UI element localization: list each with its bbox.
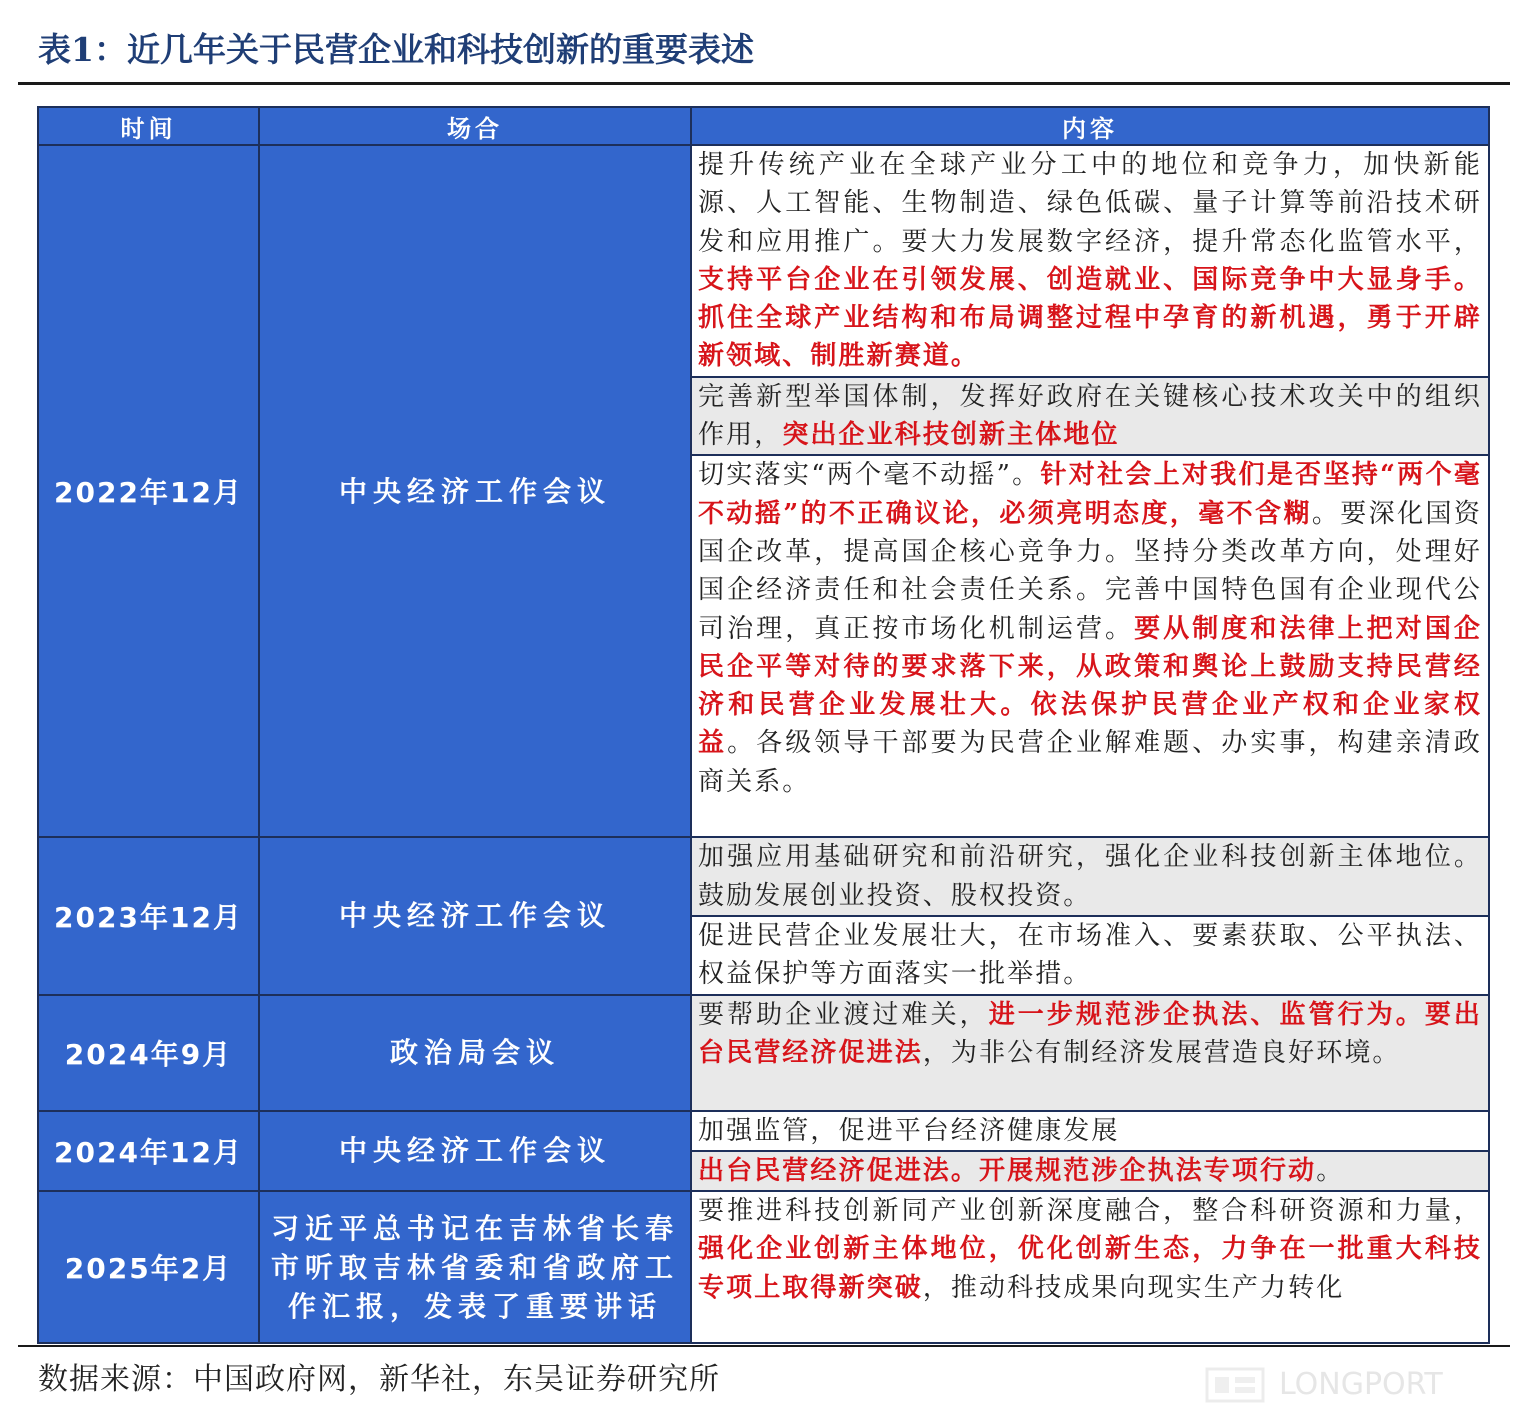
content-cell bbox=[691, 1191, 1489, 1343]
time-cell: 2022年12月 bbox=[38, 145, 259, 837]
table-row bbox=[38, 995, 1489, 1111]
content-text: 提升传统产业在全球产业分工中的地位和竞争力，加快新能源、人工智能、生物制造、绿色低碳、量子计算等前沿技术研发和应用推广。要大力发展数字经济，提升常态化监管水平， bbox=[698, 150, 1482, 257]
content-cell bbox=[691, 916, 1489, 995]
table-title: 表1：近几年关于民营企业和科技创新的重要表述 bbox=[38, 30, 754, 69]
content-text: 要帮助企业渡过难关， bbox=[698, 999, 989, 1030]
time-cell: 2024年9月 bbox=[38, 995, 259, 1111]
table-row bbox=[38, 1191, 1489, 1343]
content-text: ，为非公有制经济发展营造良好环境。 bbox=[922, 1037, 1401, 1068]
content-cell bbox=[691, 1151, 1489, 1191]
watermark-text: LONGPORT bbox=[1279, 1367, 1443, 1402]
content-text: ，推动科技成果向现实生产力转化 bbox=[922, 1272, 1345, 1303]
content-cell bbox=[691, 377, 1489, 456]
statements-table bbox=[37, 106, 1490, 1344]
content-text: 。 bbox=[1316, 1155, 1345, 1186]
highlighted-text: 要从制度和法律上把对国企民企平等对待的要求落下来，从政策和舆论上鼓励支持民营经济和民营企业发展壮大。依法保护民营企业产权和企业家权益 bbox=[698, 613, 1482, 759]
content-text: 完善新型举国体制，发挥好政府在关键核心技术攻关中的组织作用， bbox=[698, 381, 1482, 451]
highlighted-text: 突出企业科技创新主体地位 bbox=[782, 420, 1120, 451]
table-row bbox=[38, 1111, 1489, 1151]
content-cell bbox=[691, 455, 1489, 837]
content-text: 切实落实“两个毫不动摇”。 bbox=[698, 460, 1041, 491]
highlighted-text: 出台民营经济促进法。开展规范涉企执法专项行动 bbox=[698, 1155, 1317, 1186]
time-cell: 2025年2月 bbox=[38, 1191, 259, 1343]
header-time: 时间 bbox=[38, 107, 259, 145]
content-cell bbox=[691, 145, 1489, 377]
top-rule bbox=[18, 82, 1510, 85]
occasion-cell: 习近平总书记在吉林省长春市听取吉林省委和省政府工作汇报，发表了重要讲话 bbox=[259, 1191, 691, 1343]
table-row bbox=[38, 145, 1489, 377]
content-text: 要推进科技创新同产业创新深度融合，整合科研资源和力量， bbox=[698, 1196, 1482, 1227]
bottom-rule bbox=[18, 1345, 1510, 1347]
content-cell bbox=[691, 1111, 1489, 1151]
content-text: 加强监管，促进平台经济健康发展 bbox=[698, 1115, 1120, 1146]
occasion-cell: 政治局会议 bbox=[259, 995, 691, 1111]
content-text: 。各级领导干部要为民营企业解难题、办实事，构建亲清政商关系。 bbox=[698, 728, 1482, 797]
content-text: 。要深化国资国企改革，提高国企核心竞争力。坚持分类改革方向，处理好国企经济责任和社会责任关系。完善中国特色国有企业现代公司治理，真正按市场化机制运营。 bbox=[698, 498, 1483, 644]
highlighted-text: 强化企业创新主体地位，优化创新生态，力争在一批重大科技专项上取得新突破 bbox=[698, 1234, 1482, 1303]
highlighted-text: 针对社会上对我们是否坚持“两个毫不动摇”的不正确议论，必须亮明态度，毫不含糊 bbox=[698, 460, 1482, 529]
watermark bbox=[1205, 1360, 1443, 1410]
content-text: 促进民营企业发展壮大，在市场准入、要素获取、公平执法、权益保护等方面落实一批举措。 bbox=[698, 920, 1482, 990]
header-occasion: 场合 bbox=[259, 107, 691, 145]
longport-logo-icon bbox=[1205, 1365, 1265, 1405]
time-cell: 2024年12月 bbox=[38, 1111, 259, 1192]
occasion-cell: 中央经济工作会议 bbox=[259, 145, 691, 837]
highlighted-text: 支持平台企业在引领发展、创造就业、国际竞争中大显身手。抓住全球产业结构和布局调整过程中孕育的新机遇，勇于开辟新领域、制胜新赛道。 bbox=[698, 264, 1482, 372]
time-cell: 2023年12月 bbox=[38, 837, 259, 994]
occasion-cell: 中央经济工作会议 bbox=[259, 1111, 691, 1192]
occasion-cell: 中央经济工作会议 bbox=[259, 837, 691, 994]
content-text: 加强应用基础研究和前沿研究，强化企业科技创新主体地位。鼓励发展创业投资、股权投资。 bbox=[698, 842, 1482, 911]
header-content: 内容 bbox=[691, 107, 1489, 145]
highlighted-text: 进一步规范涉企执法、监管行为。要出台民营经济促进法 bbox=[698, 999, 1482, 1068]
header-row bbox=[38, 107, 1489, 145]
content-cell bbox=[691, 995, 1489, 1111]
table-row bbox=[38, 837, 1489, 916]
content-cell bbox=[691, 837, 1489, 916]
source-note: 数据来源：中国政府网，新华社，东吴证券研究所 bbox=[38, 1362, 720, 1397]
